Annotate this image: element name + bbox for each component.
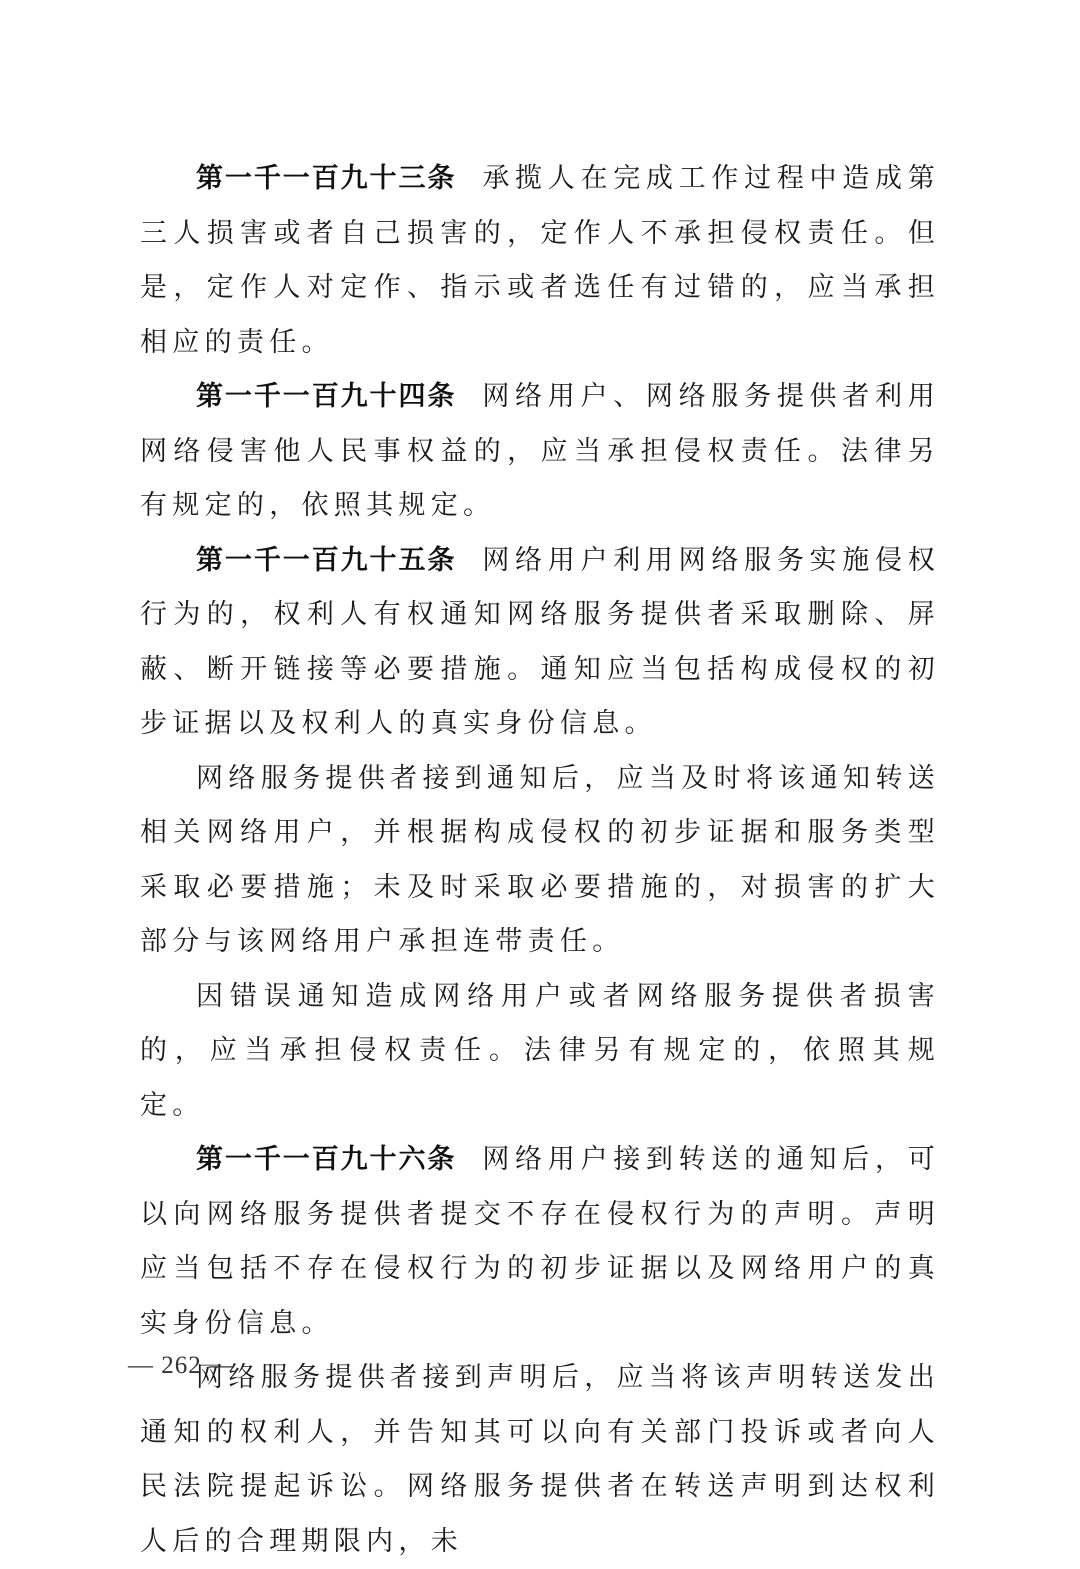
page-number: — 262 — [128,1352,235,1379]
article-1196 [140,1133,940,1351]
article-heading: 第一千一百九十五条 [196,544,457,576]
article-1196-paragraph-2 [140,1351,940,1569]
article-text: 网络用户接到转送的通知后，可以向网络服务提供者提交不存在侵权行为的声明。声明应当包括不存在侵权行为的初步证据以及网络用户的真实身份信息。 [140,1144,941,1339]
article-heading: 第一千一百九十四条 [196,381,457,412]
article-1195 [140,534,940,752]
document-body [140,152,940,1569]
paragraph-text: 网络服务提供者接到通知后，应当及时将该通知转送相关网络用户，并根据构成侵权的初步证据和服务类型采取必要措施；未及时采取必要措施的，对损害的扩大部分与该网络用户承担连带责任。 [140,762,940,957]
article-text: 网络用户利用网络服务实施侵权行为的，权利人有权通知网络服务提供者采取删除、屏蔽、断开链接等必要措施。通知应当包括构成侵权的初步证据以及权利人的真实身份信息。 [140,544,941,739]
article-text: 网络用户、网络服务提供者利用网络侵害他人民事权益的，应当承担侵权责任。法律另有规定的，依照其规定。 [140,381,941,521]
paragraph-text: 网络服务提供者接到声明后，应当将该声明转送发出通知的权利人，并告知其可以向有关部门投诉或者向人民法院提起诉讼。网络服务提供者在转送声明到达权利人后的合理期限内，未 [140,1362,940,1557]
article-1195-paragraph-2 [140,752,940,970]
article-1193 [140,152,940,370]
article-1194 [140,370,940,534]
article-heading: 第一千一百九十六条 [196,1144,457,1175]
article-heading: 第一千一百九十三条 [196,163,457,194]
paragraph-text: 因错误通知造成网络用户或者网络服务提供者损害的，应当承担侵权责任。法律另有规定的，依照其规定。 [140,980,940,1121]
article-text: 承揽人在完成工作过程中造成第三人损害或者自己损害的，定作人不承担侵权责任。但是，定作人对定作、指示或者选任有过错的，应当承担相应的责任。 [140,163,941,358]
article-1195-paragraph-3 [140,970,940,1134]
